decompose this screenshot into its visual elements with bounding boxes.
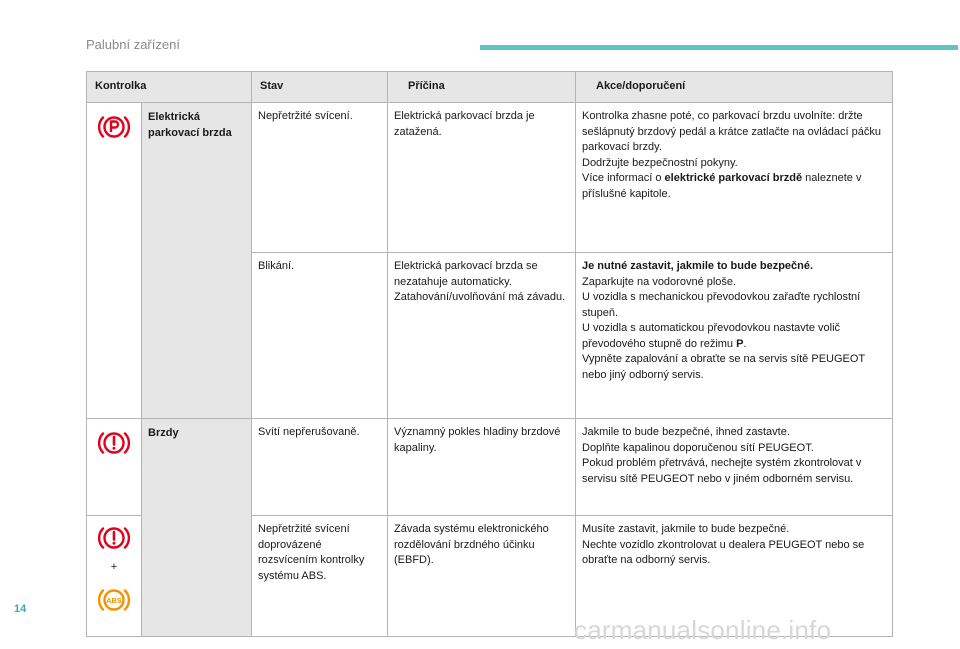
action-cell [576, 419, 893, 516]
state-cell: Svítí nepřerušovaně. [252, 419, 388, 516]
header-kontrolka: Kontrolka [87, 72, 252, 103]
action-bold-line: Je nutné zastavit, jakmile to bude bezpečné. [582, 260, 814, 272]
abs-warning-icon [98, 586, 130, 614]
table-row [87, 103, 893, 253]
action-cell [576, 253, 893, 419]
action-line: Zaparkujte na vodorovné ploše. [582, 275, 737, 288]
action-line: Jakmile to bude bezpečné, ihned zastavte. [582, 426, 790, 438]
action-line: Více informací o elektrické parkovací brzdě naleznete v příslušné kapitole. [582, 172, 862, 200]
section-title: Palubní zařízení [86, 37, 180, 52]
table-row [87, 419, 893, 516]
icon-cell [87, 103, 142, 419]
header-akce: Akce/doporučení [576, 72, 893, 103]
plus-sign: + [110, 561, 118, 573]
icon-cell [87, 419, 142, 516]
cause-cell: Elektrická parkovací brzda je zatažená. [388, 103, 576, 253]
action-line: Pokud problém přetrvává, nechejte systém zkontrolovat v servisu sítě PEUGEOT nebo v jiném odborném servisu. [582, 457, 862, 485]
watermark: carmanualsonline.info [574, 615, 832, 645]
action-line: Nechte vozidlo zkontrolovat u dealera PEUGEOT nebo se obraťte na odborný servis. [582, 538, 865, 566]
action-line: U vozidla s mechanickou převodovkou zařaďte rychlostní stupeň. [582, 291, 861, 319]
action-line: U vozidla s automatickou převodovkou nastavte volič převodového stupně do režimu P. [582, 322, 841, 350]
action-line: Vypněte zapalování a obraťte se na servis sítě PEUGEOT nebo jiný odborný servis. [582, 353, 865, 381]
state-cell: Nepřetržité svícení. [252, 103, 388, 253]
state-cell: Nepřetržité svícení doprovázené rozsvícením kontrolky systému ABS. [252, 516, 388, 637]
abs-label: ABS [106, 595, 122, 605]
cause-cell: Závada systému elektronického rozdělování brzdného účinku (EBFD). [388, 516, 576, 637]
header-accent-bar [480, 45, 958, 50]
table-header-row [87, 72, 893, 103]
action-cell [576, 103, 893, 253]
brake-warning-icon [98, 524, 130, 552]
icon-cell [87, 516, 142, 637]
header-pricina: Příčina [388, 72, 576, 103]
cause-cell: Elektrická parkovací brzda se nezatahuje automaticky. Zatahování/uvolňování má závadu. [388, 253, 576, 419]
action-line: Musíte zastavit, jakmile to bude bezpečné. [582, 523, 790, 535]
cause-cell: Významný pokles hladiny brzdové kapaliny. [388, 419, 576, 516]
page-number: 14 [14, 603, 27, 615]
action-line: Doplňte kapalinou doporučenou sítí PEUGEOT. [582, 441, 814, 454]
warning-lights-table [86, 71, 893, 637]
header-stav: Stav [252, 72, 388, 103]
state-cell: Blikání. [252, 253, 388, 419]
action-line: Kontrolka zhasne poté, co parkovací brzdu uvolníte: držte sešlápnutý brzdový pedál a krátce zatlačte na ovládací páčku parkovací brzdy. [582, 110, 882, 153]
brake-warning-icon [98, 429, 130, 457]
row-name-parking-brake: Elektrická parkovací brzda [142, 103, 252, 419]
row-name-brakes: Brzdy [142, 419, 252, 637]
parking-brake-icon [98, 113, 130, 141]
action-line: Dodržujte bezpečnostní pokyny. [582, 156, 738, 169]
